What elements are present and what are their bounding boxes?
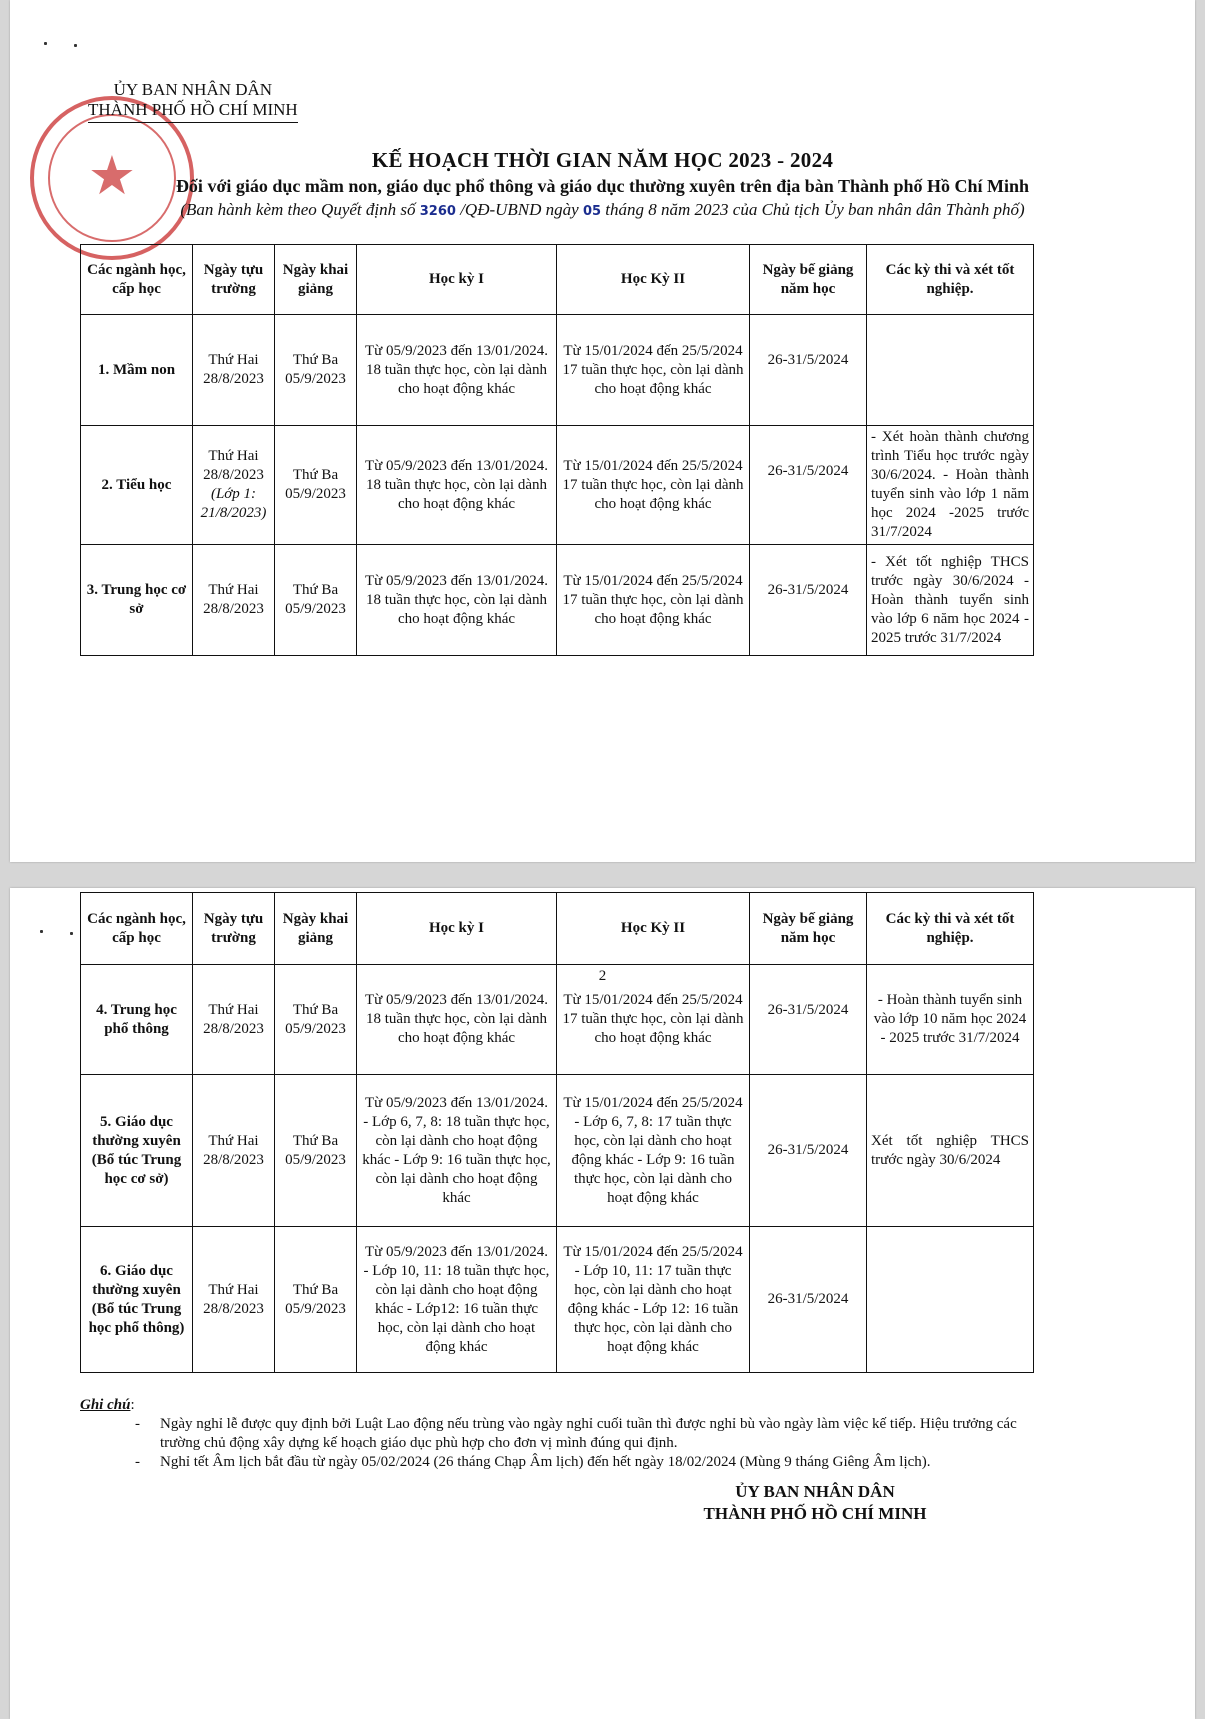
- signoff-line-1: ỦY BAN NHÂN DÂN: [735, 1482, 895, 1501]
- note-item: - Nghỉ tết Âm lịch bắt đầu từ ngày 05/02/2024 (26 tháng Chạp Âm lịch) đến hết ngày 18/02/2024 (Mùng 9 tháng Giêng Âm lịch).: [135, 1454, 931, 1470]
- cell-level: 4. Trung học phổ thông: [81, 965, 193, 1075]
- table-row: [81, 315, 1034, 426]
- page-number: 2: [598, 968, 607, 984]
- notes-label-line: Ghi chú:: [80, 1397, 135, 1413]
- scan-speck: [40, 930, 43, 933]
- cell-level: 3. Trung học cơ sở: [81, 545, 193, 656]
- table-header-row: [81, 245, 1034, 315]
- cell-sem2: Từ 15/01/2024 đến 25/5/2024 17 tuần thực học, còn lại dành cho hoạt động khác: [557, 426, 750, 545]
- cell-closing: 26-31/5/2024: [750, 426, 867, 545]
- cell-closing: 26-31/5/2024: [750, 965, 867, 1075]
- return-day-note: (Lớp 1: 21/8/2023): [200, 486, 267, 521]
- sem2-body: - Lớp 10, 11: 17 tuần thực học, còn lại dành cho hoạt động khác - Lớp 12: 16 tuần thực học, còn lại dành cho hoạt động khác: [567, 1262, 739, 1355]
- cell-exams: [867, 1227, 1034, 1373]
- signoff-line-2: THÀNH PHỐ HỒ CHÍ MINH: [703, 1504, 927, 1523]
- issuing-authority: [88, 80, 298, 123]
- document-issued-by: [110, 200, 1095, 220]
- cell-sem1: [357, 1227, 557, 1373]
- note-text: Nghỉ tết Âm lịch bắt đầu từ ngày 05/02/2024 (26 tháng Chạp Âm lịch) đến hết ngày 18/02/2024 (Mùng 9 tháng Giêng Âm lịch).: [160, 1454, 931, 1470]
- decision-day: 05: [582, 204, 602, 219]
- cell-closing: 26-31/5/2024: [750, 545, 867, 656]
- sem2-body: - Lớp 6, 7, 8: 17 tuần thực học, còn lại dành cho hoạt động khác - Lớp 9: 16 tuần thực học, còn lại dành cho hoạt động khác: [571, 1113, 735, 1206]
- cell-level: 6. Giáo dục thường xuyên (Bổ túc Trung học phổ thông): [81, 1227, 193, 1373]
- schedule-table-2: [80, 892, 1034, 1373]
- header-sem2: Học Kỳ II: [557, 245, 750, 315]
- sem1-body: - Lớp 10, 11: 18 tuần thực học, còn lại dành cho hoạt động khác - Lớp12: 16 tuần thực học, còn lại dành cho hoạt động khác: [363, 1262, 550, 1355]
- cell-level: 1. Mầm non: [81, 315, 193, 426]
- decision-number: 3260: [419, 204, 456, 219]
- cell-opening: Thứ Ba 05/9/2023: [275, 545, 357, 656]
- cell-sem2: Từ 15/01/2024 đến 25/5/2024 17 tuần thực học, còn lại dành cho hoạt động khác: [557, 315, 750, 426]
- table-row: [81, 545, 1034, 656]
- note-text: Ngày nghỉ lễ được quy định bởi Luật Lao động nếu trùng vào ngày nghỉ cuối tuần thì được nghỉ bù vào ngày làm việc kế tiếp. Hiệu trưởng các trường chủ động xây dựng kế hoạch giáo dục phù hợp cho đơn vị mình đúng qui định.: [160, 1416, 1017, 1451]
- cell-opening: Thứ Ba 05/9/2023: [275, 1075, 357, 1227]
- header-exams: Các kỳ thi và xét tốt nghiệp.: [867, 893, 1034, 965]
- sem1-body: - Lớp 6, 7, 8: 18 tuần thực học, còn lại dành cho hoạt động khác - Lớp 9: 16 tuần thực học, còn lại dành cho hoạt động khác: [362, 1113, 551, 1206]
- cell-return-day: Thứ Hai 28/8/2023: [193, 965, 275, 1075]
- cell-closing: 26-31/5/2024: [750, 1075, 867, 1227]
- cell-return-day: Thứ Hai 28/8/2023: [193, 545, 275, 656]
- notes-label: Ghi chú: [80, 1397, 131, 1413]
- cell-opening: Thứ Ba 05/9/2023: [275, 315, 357, 426]
- header-sem1: Học kỳ I: [357, 245, 557, 315]
- header-exams: Các kỳ thi và xét tốt nghiệp.: [867, 245, 1034, 315]
- header-sem2: Học Kỳ II: [557, 893, 750, 965]
- header-sem1: Học kỳ I: [357, 893, 557, 965]
- table-row: [81, 965, 1034, 1075]
- note-item: - Ngày nghỉ lễ được quy định bởi Luật Lao động nếu trùng vào ngày nghỉ cuối tuần thì được nghỉ bù vào ngày làm việc kế tiếp. Hiệu trưởng các trường chủ động xây dựng kế hoạch giáo dục phù hợp cho đơn vị mình đúng qui định.: [135, 1416, 1017, 1451]
- cell-return-day: [193, 426, 275, 545]
- cell-exams: - Xét tốt nghiệp THCS trước ngày 30/6/2024 - Hoàn thành tuyển sinh vào lớp 6 năm học 2024 - 2025 trước 31/7/2024: [867, 545, 1034, 656]
- cell-opening: Thứ Ba 05/9/2023: [275, 965, 357, 1075]
- scan-speck: [74, 44, 77, 47]
- cell-sem2: [557, 1227, 750, 1373]
- notes-section: [80, 1396, 1040, 1472]
- cell-return-day: Thứ Hai 28/8/2023: [193, 1075, 275, 1227]
- cell-opening: Thứ Ba 05/9/2023: [275, 426, 357, 545]
- cell-exams: Xét tốt nghiệp THCS trước ngày 30/6/2024: [867, 1075, 1034, 1227]
- header-opening: Ngày khai giảng: [275, 245, 357, 315]
- cell-sem1: Từ 05/9/2023 đến 13/01/2024. 18 tuần thực học, còn lại dành cho hoạt động khác: [357, 965, 557, 1075]
- cell-closing: 26-31/5/2024: [750, 315, 867, 426]
- issued-pre: (Ban hành kèm theo Quyết định số: [180, 200, 416, 219]
- cell-exams: - Xét hoàn thành chương trình Tiểu học trước ngày 30/6/2024. - Hoàn thành tuyển sinh vào lớp 1 năm học 2024 -2025 trước 31/7/2024: [867, 426, 1034, 545]
- header-return-day: Ngày tựu trường: [193, 245, 275, 315]
- cell-exams: - Hoàn thành tuyển sinh vào lớp 10 năm học 2024 - 2025 trước 31/7/2024: [867, 965, 1034, 1075]
- authority-line-1: ỦY BAN NHÂN DÂN: [113, 80, 273, 99]
- header-closing: Ngày bế giảng năm học: [750, 245, 867, 315]
- document-subtitle: Đối với giáo dục mầm non, giáo dục phổ thông và giáo dục thường xuyên trên địa bàn Thành phố Hồ Chí Minh: [175, 176, 1030, 196]
- table-row: [81, 1075, 1034, 1227]
- cell-opening: Thứ Ba 05/9/2023: [275, 1227, 357, 1373]
- cell-sem2: [557, 1075, 750, 1227]
- header-return-day: Ngày tựu trường: [193, 893, 275, 965]
- cell-level: 2. Tiểu học: [81, 426, 193, 545]
- cell-return-day: Thứ Hai 28/8/2023: [193, 315, 275, 426]
- scan-speck: [44, 42, 47, 45]
- sem2-head: Từ 15/01/2024 đến 25/5/2024: [563, 1094, 743, 1111]
- cell-sem1: Từ 05/9/2023 đến 13/01/2024. 18 tuần thực học, còn lại dành cho hoạt động khác: [357, 545, 557, 656]
- cell-sem2: Từ 15/01/2024 đến 25/5/2024 17 tuần thực học, còn lại dành cho hoạt động khác: [557, 545, 750, 656]
- cell-exams: [867, 315, 1034, 426]
- authority-line-2: THÀNH PHỐ HỒ CHÍ MINH: [88, 100, 298, 123]
- sem1-head: Từ 05/9/2023 đến 13/01/2024.: [364, 1243, 549, 1260]
- star-icon: ★: [87, 144, 137, 207]
- table-header-row: [81, 893, 1034, 965]
- return-day-text: Thứ Hai 28/8/2023: [203, 448, 264, 483]
- signoff: [690, 1481, 940, 1525]
- cell-sem1: [357, 1075, 557, 1227]
- document-title: KẾ HOẠCH THỜI GIAN NĂM HỌC 2023 - 2024: [371, 148, 834, 172]
- cell-return-day: Thứ Hai 28/8/2023: [193, 1227, 275, 1373]
- cell-sem1: Từ 05/9/2023 đến 13/01/2024. 18 tuần thực học, còn lại dành cho hoạt động khác: [357, 426, 557, 545]
- schedule-table-1: [80, 244, 1034, 656]
- sem2-head: Từ 15/01/2024 đến 25/5/2024: [563, 1243, 743, 1260]
- header-level: Các ngành học, cấp học: [81, 893, 193, 965]
- header-closing: Ngày bế giảng năm học: [750, 893, 867, 965]
- cell-sem1: Từ 05/9/2023 đến 13/01/2024. 18 tuần thực học, còn lại dành cho hoạt động khác: [357, 315, 557, 426]
- issued-post: tháng 8 năm 2023 của Chủ tịch Ủy ban nhân dân Thành phố): [605, 200, 1025, 219]
- cell-sem2: Từ 15/01/2024 đến 25/5/2024 17 tuần thực học, còn lại dành cho hoạt động khác: [557, 965, 750, 1075]
- sem1-head: Từ 05/9/2023 đến 13/01/2024.: [364, 1094, 549, 1111]
- table-row: [81, 426, 1034, 545]
- issued-mid: /QĐ-UBND ngày: [460, 200, 579, 219]
- scan-speck: [70, 932, 73, 935]
- header-level: Các ngành học, cấp học: [81, 245, 193, 315]
- cell-closing: 26-31/5/2024: [750, 1227, 867, 1373]
- cell-level: 5. Giáo dục thường xuyên (Bổ túc Trung học cơ sở): [81, 1075, 193, 1227]
- header-opening: Ngày khai giảng: [275, 893, 357, 965]
- table-row: [81, 1227, 1034, 1373]
